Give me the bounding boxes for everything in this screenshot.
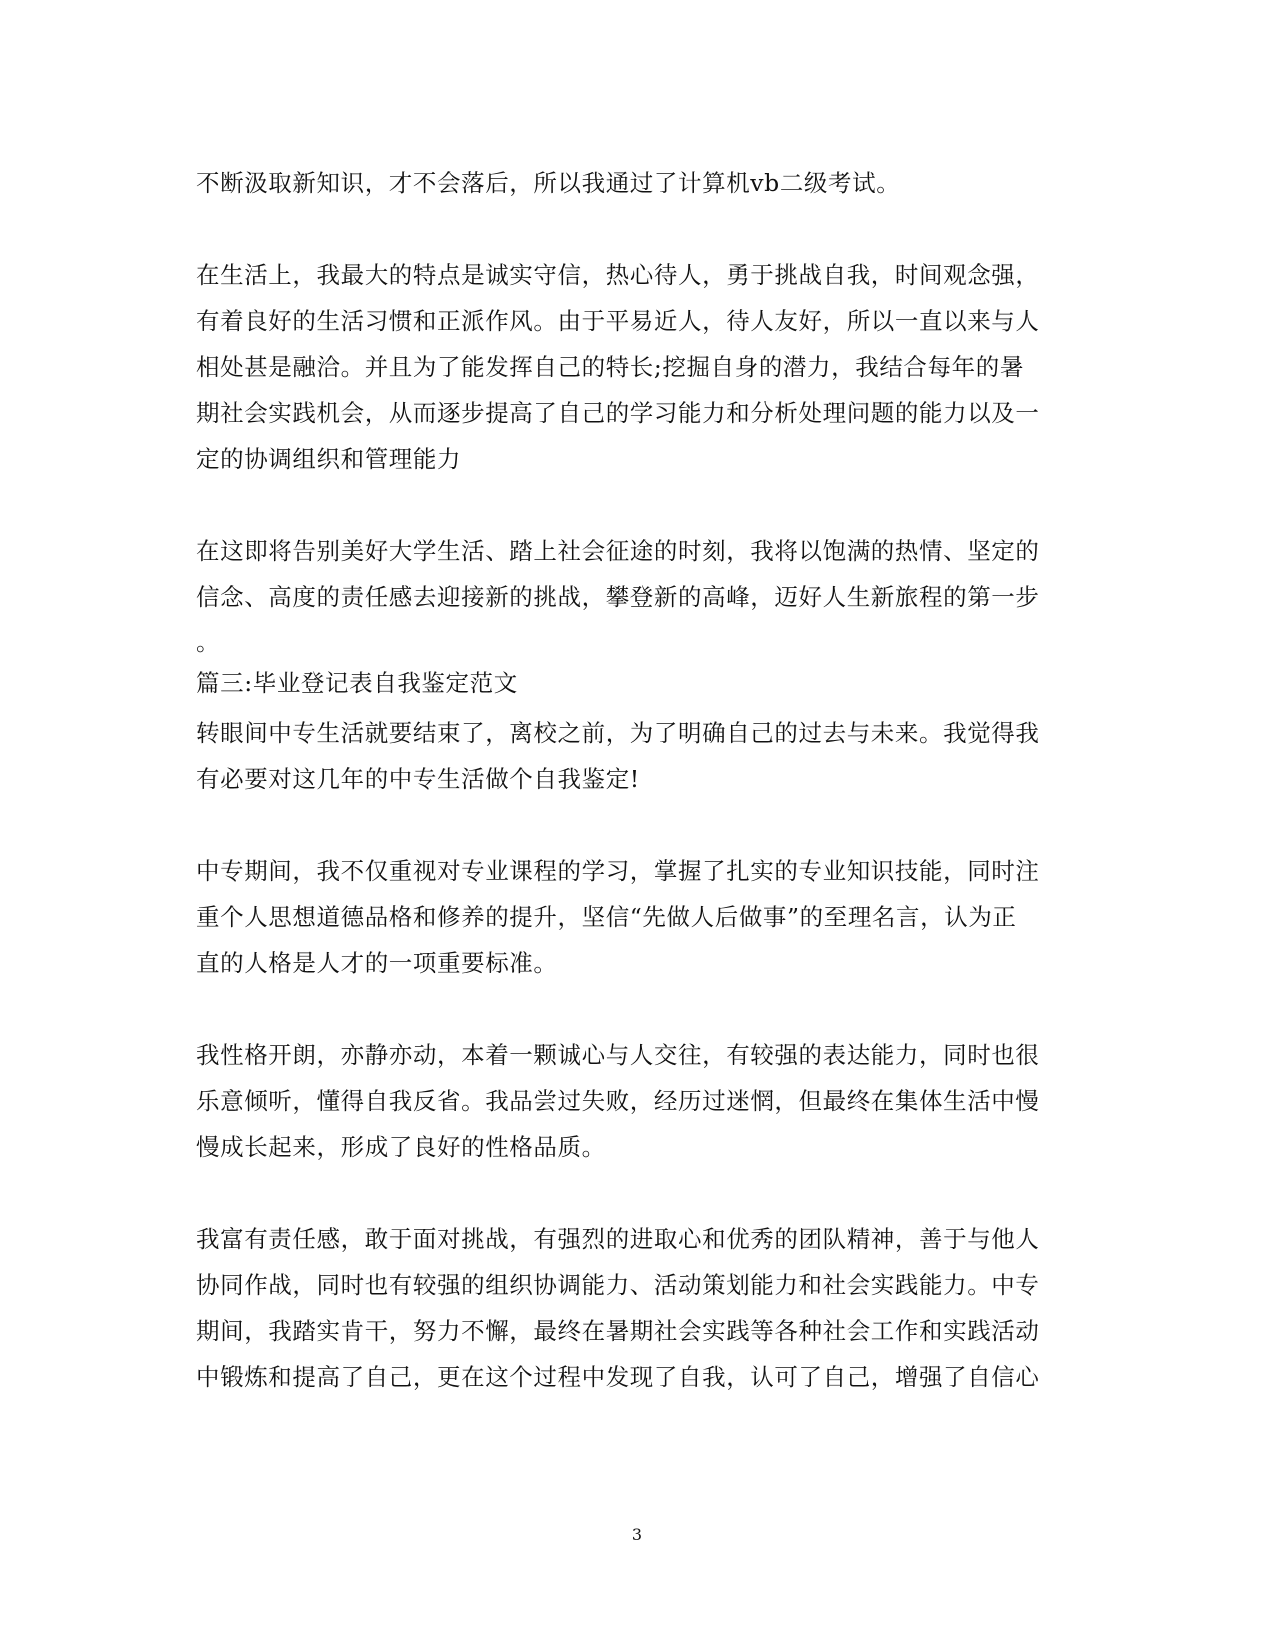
text-line: 定的协调组织和管理能力 — [196, 445, 462, 473]
text-line: 在生活上，我最大的特点是诚实守信，热心待人，勇于挑战自我，时间观念强， — [196, 261, 1040, 289]
text-line: 信念、高度的责任感去迎接新的挑战，攀登新的高峰，迈好人生新旅程的第一步 — [196, 583, 1040, 611]
text-line: 相处甚是融洽。并且为了能发挥自己的特长;挖掘自身的潜力，我结合每年的暑 — [196, 353, 1024, 381]
text-line: 中专期间，我不仅重视对专业课程的学习，掌握了扎实的专业知识技能，同时注 — [196, 857, 1040, 885]
text-line: 在这即将告别美好大学生活、踏上社会征途的时刻，我将以饱满的热情、坚定的 — [196, 537, 1040, 565]
text-line: 期社会实践机会，从而逐步提高了自己的学习能力和分析处理问题的能力以及一 — [196, 399, 1040, 427]
text-line: 协同作战，同时也有较强的组织协调能力、活动策划能力和社会实践能力。中专 — [196, 1271, 1040, 1299]
text-line: 重个人思想道德品格和修养的提升，坚信“先做人后做事”的至理名言，认为正 — [196, 903, 1017, 931]
text-line: 期间，我踏实肯干，努力不懈，最终在暑期社会实践等各种社会工作和实践活动 — [196, 1317, 1040, 1345]
text-line: 。 — [196, 628, 221, 656]
text-line: 直的人格是人才的一项重要标准。 — [196, 949, 558, 977]
text-line: 慢成长起来，形成了良好的性格品质。 — [196, 1133, 606, 1161]
text-line: 不断汲取新知识，才不会落后，所以我通过了计算机vb二级考试。 — [196, 169, 901, 197]
text-line: 我富有责任感，敢于面对挑战，有强烈的进取心和优秀的团队精神，善于与他人 — [196, 1225, 1040, 1253]
text-line: 转眼间中专生活就要结束了，离校之前，为了明确自己的过去与未来。我觉得我 — [196, 719, 1040, 747]
text-line: 乐意倾听，懂得自我反省。我品尝过失败，经历过迷惘，但最终在集体生活中慢 — [196, 1087, 1040, 1115]
text-line: 我性格开朗，亦静亦动，本着一颗诚心与人交往，有较强的表达能力，同时也很 — [196, 1041, 1040, 1069]
text-line: 中锻炼和提高了自己，更在这个过程中发现了自我，认可了自己，增强了自信心 — [196, 1363, 1040, 1391]
text-line: 有必要对这几年的中专生活做个自我鉴定! — [196, 765, 640, 793]
text-line: 有着良好的生活习惯和正派作风。由于平易近人，待人友好，所以一直以来与人 — [196, 307, 1040, 335]
section-heading: 篇三:毕业登记表自我鉴定范文 — [196, 669, 518, 697]
page-number: 3 — [631, 1525, 643, 1544]
